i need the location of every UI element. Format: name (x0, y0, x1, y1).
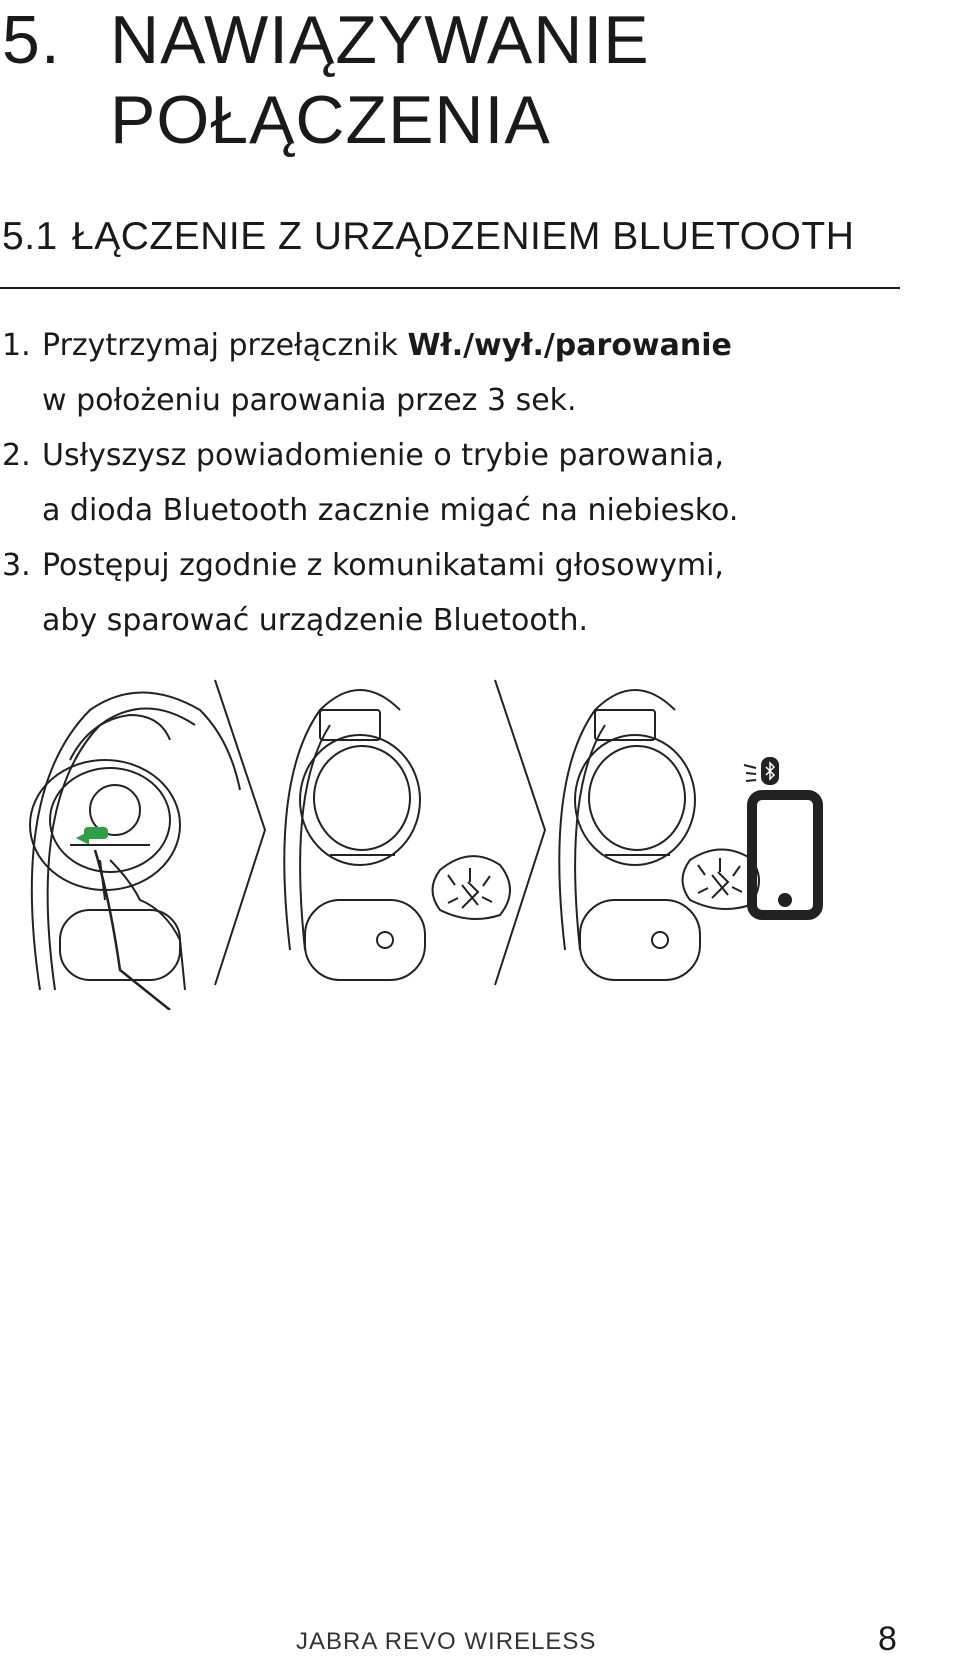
step-text: Przytrzymaj przełącznik (42, 328, 408, 363)
section-heading (2, 212, 854, 262)
step-2 (2, 428, 902, 538)
headset-press-switch-icon (30, 693, 240, 1011)
section-title: ŁĄCZENIE Z URZĄDZENIEM BLUETOOTH (72, 215, 855, 258)
step-3 (2, 538, 902, 648)
steps-list (2, 318, 902, 648)
step-number: 3. (2, 548, 31, 583)
switch-name: Wł./wył./parowanie (407, 328, 732, 363)
step-line: Usłyszysz powiadomienie o trybie parowania, (42, 438, 725, 473)
chapter-title-line-2: POŁĄCZENIA (110, 82, 551, 158)
step-line: aby sparować urządzenie Bluetooth. (42, 603, 588, 638)
footer-brand: JABRA REVO WIRELESS (296, 1628, 597, 1655)
chapter-number: 5. (2, 2, 61, 78)
step-line: w położeniu parowania przez 3 sek. (42, 383, 577, 418)
step-line (42, 318, 902, 373)
step-number: 1. (2, 328, 31, 363)
headset-pairing-announcement-icon (284, 690, 510, 980)
page-number: 8 (878, 1620, 897, 1658)
step-1 (2, 318, 902, 428)
step-line: a dioda Bluetooth zacznie migać na niebiesko. (42, 493, 739, 528)
next-step-arrow (495, 680, 545, 985)
next-step-arrow (215, 680, 265, 985)
chapter-title-line-1: NAWIĄZYWANIE (110, 2, 650, 78)
headset-pair-phone-icon (559, 690, 818, 980)
step-number: 2. (2, 438, 31, 473)
section-divider (0, 287, 900, 289)
pairing-illustrations (0, 670, 960, 1010)
section-number: 5.1 (2, 215, 58, 258)
step-line: Postępuj zgodnie z komunikatami głosowymi, (42, 548, 724, 583)
